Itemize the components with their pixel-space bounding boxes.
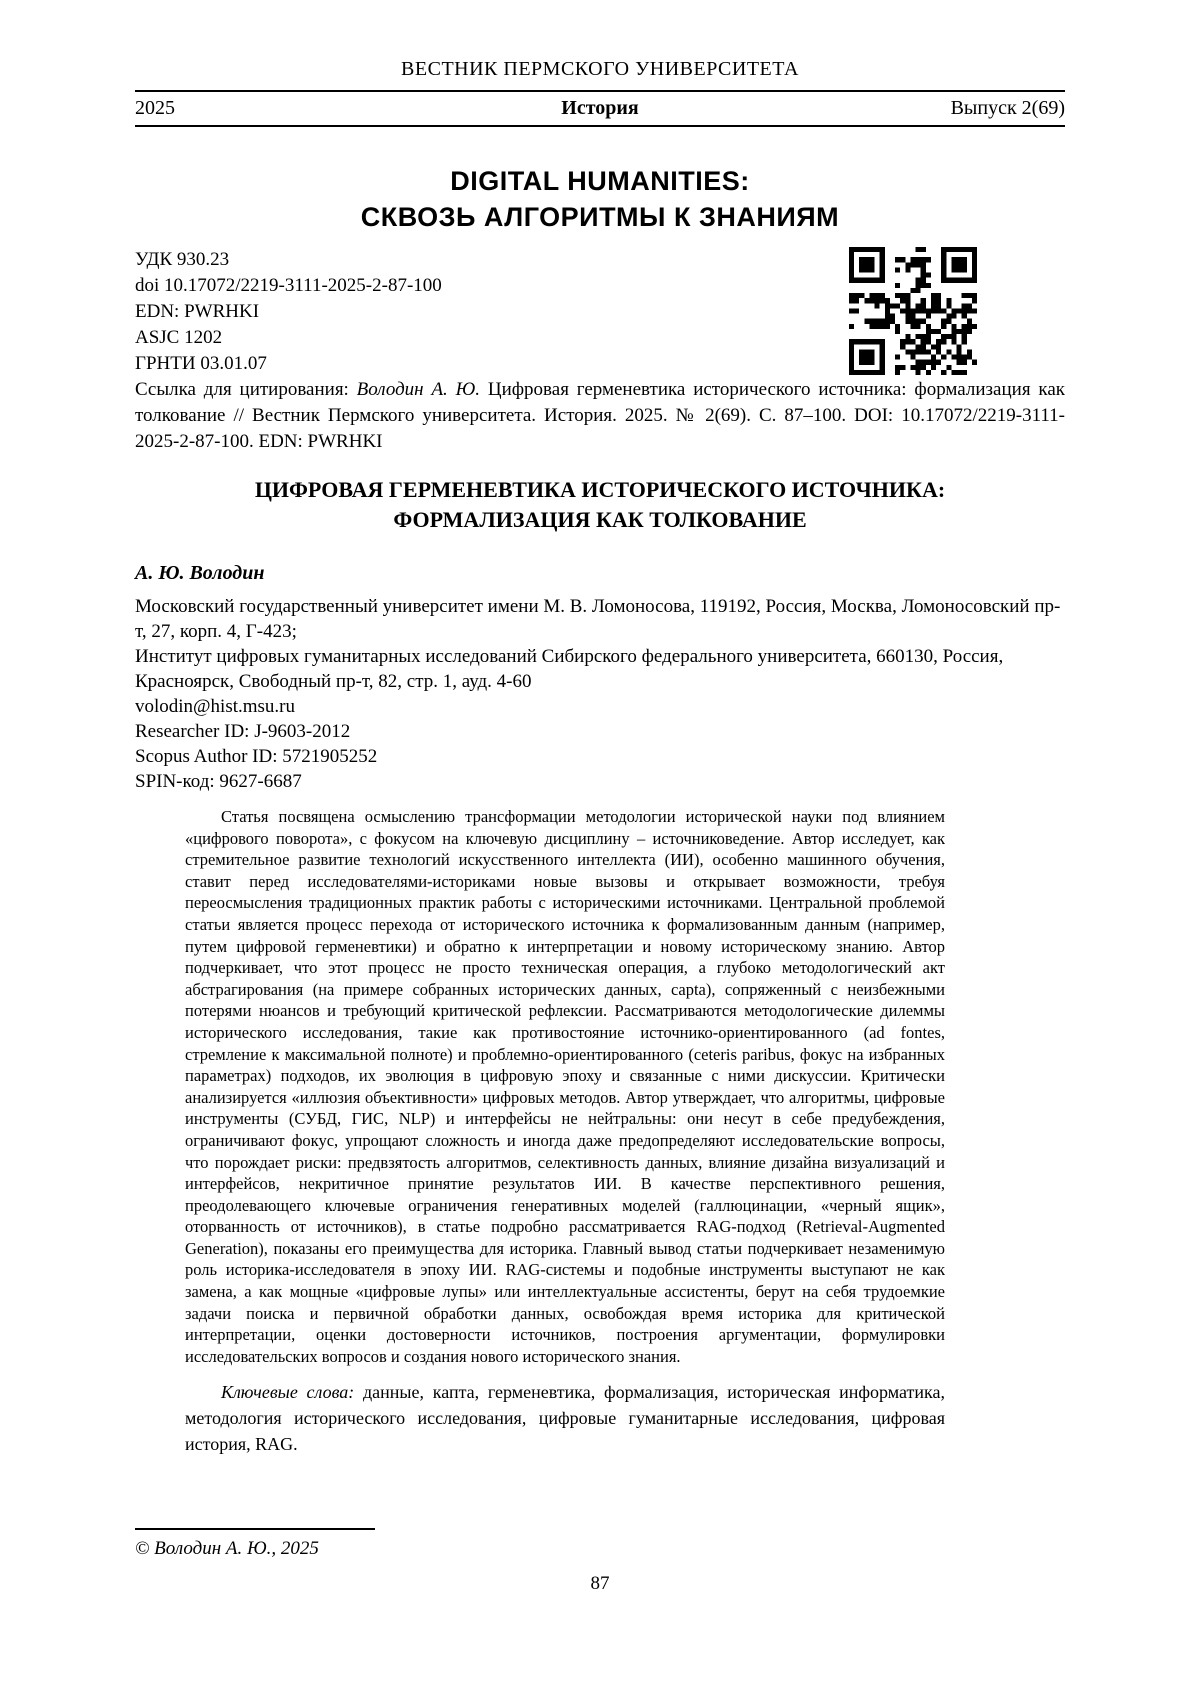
rubric-line-1: DIGITAL HUMANITIES:	[450, 166, 750, 196]
journal-title: ВЕСТНИК ПЕРМСКОГО УНИВЕРСИТЕТА	[401, 58, 799, 80]
journal-year: 2025	[135, 97, 175, 119]
rubric-title	[135, 163, 1065, 235]
citation-authors: Володин А. Ю.	[356, 379, 488, 400]
author-name: А. Ю. Володин	[135, 562, 265, 584]
copyright-notice: © Володин А. Ю., 2025	[135, 1538, 319, 1559]
researcher-id: Researcher ID: J-9603-2012	[135, 721, 351, 742]
edn: EDN: PWRHKI	[135, 301, 260, 322]
journal-header-row	[135, 92, 1065, 125]
citation-block	[135, 377, 1065, 455]
abstract-text: Статья посвящена осмыслению трансформации методологии исторической науки под влиянием «цифрового поворота», с фокусом на ключевую дисциплину – источниковедение. Автор исследует, как стремительное развитие технологий искусственного интеллекта (ИИ), особенно машинного обучения, ставит перед исследователями-историками новые вызовы и открывает возможности, требуя переосмысления традиционных практик работы с историческими источниками. Центральной проблемой статьи является процесс перехода от исторического источника к формализованным данным (например, путем цифровой герменевтики) и обратно к интерпретации и новому историческому знанию. Автор подчеркивает, что этот процесс не просто техническая операция, а глубоко методологический акт абстрагирования (на примере собранных исторических данных, capta), сопряженный с неизбежными потерями нюансов и требующий критической рефлексии. Рассматриваются методологические дилеммы исторического исследования, такие как противостояние источнико-ориентированного (ad fontes, стремление к максимальной полноте) и проблемно-ориентированного (ceteris paribus, фокус на избранных параметрах) подходов, их эволюция в цифровую эпоху и связанные с ними дискуссии. Критически анализируется «иллюзия объективности» цифровых методов. Автор утверждает, что алгоритмы, цифровые инструменты (СУБД, ГИС, NLP) и интерфейсы не нейтральны: они несут в себе предубеждения, ограничивают фокус, упрощают сложность и иногда даже предопределяют исследовательские вопросы, что порождает риски: предвзятость алгоритмов, селективность данных, влияние дизайна визуализаций и интерфейсов, некритичное принятие результатов ИИ. В качестве перспективного решения, преодолевающего ключевые ограничения генеративных моделей (галлюцинации, «черный ящик», оторванность от источников), в статье подробно рассматривается RAG-подход (Retrieval-Augmented Generation), показаны его преимущества для историка. Главный вывод статьи подчеркивает незаменимую роль историка-исследователя в эпоху ИИ. RAG-системы и подобные инструменты выступают не как замена, а как мощные «цифровые лупы» или интеллектуальные ассистенты, берут на себя трудоемкие задачи поиска и первичной обработки данных, освобождая время историка для критической интерпретации, оценки достоверности источников, построения аргументации, формулировки исследовательских вопросов и создания нового исторического знания.	[185, 807, 945, 1366]
scopus-author-id: Scopus Author ID: 5721905252	[135, 746, 378, 767]
article-title	[135, 475, 1065, 535]
meta-row	[135, 247, 1065, 377]
page-footer	[135, 1528, 1065, 1595]
author-email: volodin@hist.msu.ru	[135, 696, 296, 717]
spin-code: SPIN-код: 9627-6687	[135, 771, 302, 792]
keywords-label: Ключевые слова:	[221, 1382, 364, 1403]
page-number: 87	[590, 1573, 610, 1594]
article-title-line-1: ЦИФРОВАЯ ГЕРМЕНЕВТИКА ИСТОРИЧЕСКОГО ИСТОЧНИКА:	[254, 477, 946, 502]
asjc: ASJC 1202	[135, 327, 223, 348]
citation-text: Цифровая герменевтика исторического источника: формализация как толкование // Вестник Пермского университета. История. 2025. № 2(69). С. 87–100. DOI: 10.17072/2219-3111-2025-2-87-100. EDN: PWRHKI	[135, 379, 1066, 452]
affiliations-block	[135, 594, 1065, 794]
keywords-text: данные, капта, герменевтика, формализация, историческая информатика, методология исторического исследования, цифровые гуманитарные исследования, цифровая история, RAG.	[185, 1382, 945, 1455]
qr-code-icon	[849, 247, 977, 375]
citation-label: Ссылка для цитирования:	[135, 379, 357, 400]
rubric-line-2: СКВОЗЬ АЛГОРИТМЫ К ЗНАНИЯМ	[360, 202, 840, 232]
affiliation-2: Институт цифровых гуманитарных исследований Сибирского федерального университета, 660130, Россия, Красноярск, Свободный пр-т, 82, стр. 1, ауд. 4-60	[135, 646, 1004, 692]
article-meta	[135, 247, 442, 377]
udk: УДК 930.23	[135, 249, 230, 270]
affiliation-1: Московский государственный университет имени М. В. Ломоносова, 119192, Россия, Москва, Ломоносовский пр-т, 27, корп. 4, Г-423;	[135, 596, 1061, 642]
journal-issue: Выпуск 2(69)	[950, 97, 1065, 119]
keywords-block	[185, 1379, 945, 1457]
grnti: ГРНТИ 03.01.07	[135, 353, 267, 374]
header-rule-bottom	[135, 125, 1065, 127]
footer-rule	[135, 1528, 375, 1530]
journal-section: История	[561, 97, 639, 119]
doi: doi 10.17072/2219-3111-2025-2-87-100	[135, 275, 442, 296]
article-title-line-2: ФОРМАЛИЗАЦИЯ КАК ТОЛКОВАНИЕ	[393, 507, 807, 532]
